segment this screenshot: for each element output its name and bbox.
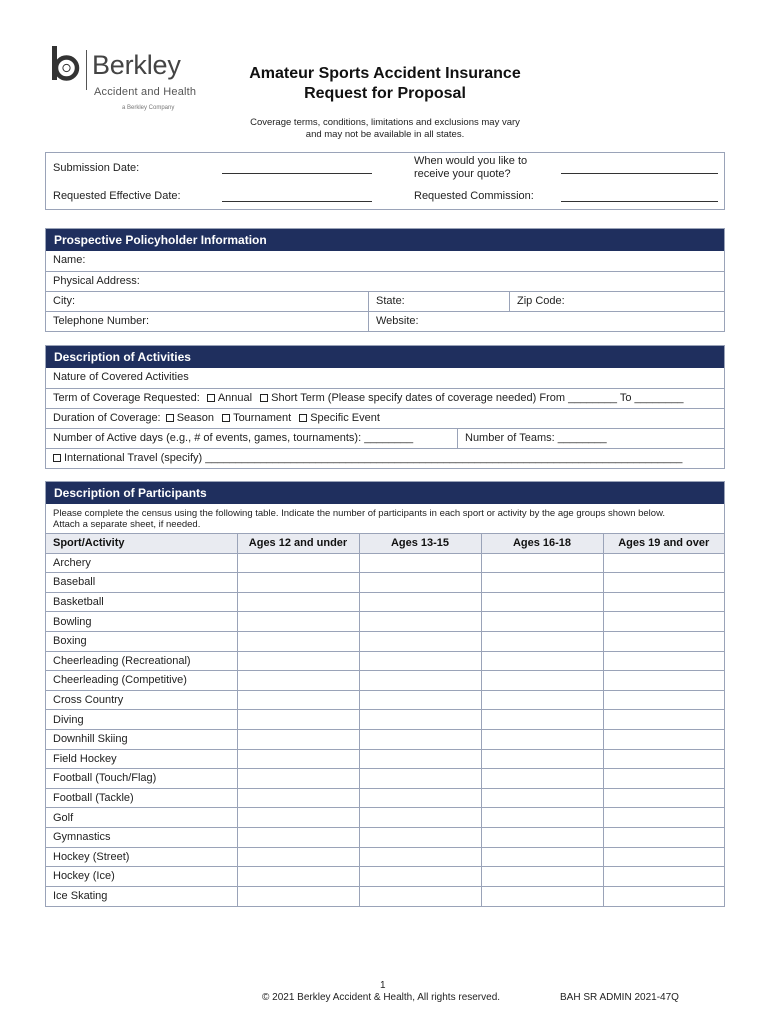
ages-12-under-cell[interactable] [237, 592, 359, 612]
sport-name: Diving [46, 710, 237, 730]
participants-instructions [46, 504, 724, 533]
column-header: Ages 12 and under [237, 534, 359, 554]
disclaimer-line-1: Coverage terms, conditions, limitations and exclusions may vary [250, 117, 520, 128]
ages-12-under-cell[interactable] [237, 553, 359, 573]
table-row [46, 827, 724, 847]
short-term-checkbox[interactable] [260, 394, 268, 402]
table-row [46, 671, 724, 691]
sport-name: Hockey (Ice) [46, 867, 237, 887]
nature-label: Nature of Covered Activities [53, 371, 189, 383]
table-row [46, 651, 724, 671]
term-label: Term of Coverage Requested: [53, 392, 200, 404]
ages-12-under-cell[interactable] [237, 612, 359, 632]
teams-label: Number of Teams: ________ [465, 432, 607, 444]
international-travel-checkbox[interactable] [53, 454, 61, 462]
ages-12-under-cell[interactable] [237, 847, 359, 867]
ages-13-15-cell[interactable] [359, 886, 481, 906]
phone-label: Telephone Number: [53, 315, 150, 327]
ages-19-over-cell[interactable] [603, 592, 724, 612]
ages-16-18-cell[interactable] [481, 867, 603, 887]
ages-16-18-cell[interactable] [481, 827, 603, 847]
ages-19-over-cell[interactable] [603, 553, 724, 573]
participants-table-body [46, 553, 724, 906]
sport-name: Cheerleading (Competitive) [46, 671, 237, 691]
duration-row [46, 408, 724, 428]
ages-19-over-cell[interactable] [603, 827, 724, 847]
ages-12-under-cell[interactable] [237, 886, 359, 906]
tournament-option: Tournament [233, 412, 292, 424]
ages-16-18-cell[interactable] [481, 671, 603, 691]
sport-name: Baseball [46, 573, 237, 593]
ages-16-18-cell[interactable] [481, 847, 603, 867]
table-row [46, 769, 724, 789]
active-days-row [46, 428, 724, 448]
table-row [46, 729, 724, 749]
travel-label: International Travel (specify) ______________________________________________________________________________ [64, 452, 683, 464]
tournament-checkbox[interactable] [222, 414, 230, 422]
ages-13-15-cell[interactable] [359, 769, 481, 789]
submission-date-label: Submission Date: [53, 162, 140, 174]
instructions-line-2: Attach a separate sheet, if needed. [53, 519, 201, 530]
specific-event-option: Specific Event [310, 412, 380, 424]
policyholder-heading: Prospective Policyholder Information [46, 229, 724, 251]
ages-19-over-cell[interactable] [603, 573, 724, 593]
ages-13-15-cell[interactable] [359, 710, 481, 730]
ages-16-18-cell[interactable] [481, 749, 603, 769]
ages-16-18-cell[interactable] [481, 592, 603, 612]
ages-16-18-cell[interactable] [481, 553, 603, 573]
submission-date-field[interactable] [222, 173, 372, 174]
city-label: City: [53, 295, 75, 307]
zip-label: Zip Code: [517, 295, 565, 307]
name-row[interactable] [46, 251, 724, 271]
table-row [46, 788, 724, 808]
sport-name: Gymnastics [46, 827, 237, 847]
ages-19-over-cell[interactable] [603, 769, 724, 789]
ages-16-18-cell[interactable] [481, 651, 603, 671]
city-field[interactable] [46, 292, 368, 311]
coverage-disclaimer [200, 117, 570, 141]
ages-12-under-cell[interactable] [237, 671, 359, 691]
ages-13-15-cell[interactable] [359, 612, 481, 632]
sport-name: Archery [46, 553, 237, 573]
ages-19-over-cell[interactable] [603, 808, 724, 828]
state-field[interactable] [368, 292, 509, 311]
ages-12-under-cell[interactable] [237, 827, 359, 847]
state-label: State: [376, 295, 405, 307]
table-row [46, 847, 724, 867]
logo-subtitle: Accident and Health [94, 86, 197, 98]
effective-date-label: Requested Effective Date: [53, 190, 181, 202]
sport-name: Basketball [46, 592, 237, 612]
ages-12-under-cell[interactable] [237, 788, 359, 808]
ages-12-under-cell[interactable] [237, 808, 359, 828]
ages-19-over-cell[interactable] [603, 729, 724, 749]
commission-field[interactable] [561, 201, 718, 202]
ages-13-15-cell[interactable] [359, 729, 481, 749]
activities-heading: Description of Activities [46, 346, 724, 368]
participants-table [46, 533, 724, 906]
submission-box [45, 152, 725, 210]
ages-12-under-cell[interactable] [237, 710, 359, 730]
effective-date-field[interactable] [222, 201, 372, 202]
form-id: BAH SR ADMIN 2021-47Q [560, 992, 679, 1003]
page-title [200, 64, 570, 104]
ages-19-over-cell[interactable] [603, 867, 724, 887]
copyright: © 2021 Berkley Accident & Health, All rights reserved. [262, 992, 501, 1003]
column-header: Ages 19 and over [603, 534, 724, 554]
ages-19-over-cell[interactable] [603, 788, 724, 808]
ages-16-18-cell[interactable] [481, 808, 603, 828]
ages-13-15-cell[interactable] [359, 847, 481, 867]
table-row [46, 631, 724, 651]
table-row [46, 867, 724, 887]
ages-13-15-cell[interactable] [359, 827, 481, 847]
ages-12-under-cell[interactable] [237, 690, 359, 710]
term-row [46, 388, 724, 408]
name-label: Name: [53, 254, 86, 266]
page-number: 1 [380, 980, 386, 991]
duration-label: Duration of Coverage: [53, 412, 161, 424]
instructions-line-1: Please complete the census using the following table. Indicate the number of participants in each sport or activity by the age groups shown below. [53, 508, 666, 519]
phone-row [46, 311, 724, 331]
city-row [46, 291, 724, 311]
ages-16-18-cell[interactable] [481, 573, 603, 593]
ages-13-15-cell[interactable] [359, 573, 481, 593]
ages-16-18-cell[interactable] [481, 729, 603, 749]
berkley-b-icon [52, 46, 80, 82]
ages-12-under-cell[interactable] [237, 769, 359, 789]
title-line-2: Request for Proposal [304, 85, 466, 102]
ages-12-under-cell[interactable] [237, 749, 359, 769]
teams-field[interactable] [457, 429, 724, 448]
table-row [46, 592, 724, 612]
ages-13-15-cell[interactable] [359, 671, 481, 691]
ages-16-18-cell[interactable] [481, 710, 603, 730]
ages-16-18-cell[interactable] [481, 769, 603, 789]
ages-13-15-cell[interactable] [359, 651, 481, 671]
policyholder-section [45, 228, 725, 332]
table-row [46, 553, 724, 573]
logo-tagline: a Berkley Company [122, 105, 175, 111]
ages-13-15-cell[interactable] [359, 749, 481, 769]
sport-name: Cross Country [46, 690, 237, 710]
title-line-1: Amateur Sports Accident Insurance [249, 65, 521, 82]
season-checkbox[interactable] [166, 414, 174, 422]
sport-name: Golf [46, 808, 237, 828]
ages-19-over-cell[interactable] [603, 690, 724, 710]
table-row [46, 573, 724, 593]
ages-13-15-cell[interactable] [359, 867, 481, 887]
disclaimer-line-2: and may not be available in all states. [305, 129, 465, 140]
zip-field[interactable] [509, 292, 724, 311]
ages-19-over-cell[interactable] [603, 612, 724, 632]
sport-name: Football (Touch/Flag) [46, 769, 237, 789]
commission-label: Requested Commission: [414, 190, 534, 202]
travel-row [46, 448, 724, 468]
ages-19-over-cell[interactable] [603, 710, 724, 730]
duration-cell [46, 409, 724, 428]
table-row [46, 690, 724, 710]
ages-19-over-cell[interactable] [603, 749, 724, 769]
ages-19-over-cell[interactable] [603, 886, 724, 906]
ages-13-15-cell[interactable] [359, 808, 481, 828]
specific-event-checkbox[interactable] [299, 414, 307, 422]
ages-13-15-cell[interactable] [359, 592, 481, 612]
ages-12-under-cell[interactable] [237, 867, 359, 887]
logo-name: Berkley [92, 50, 181, 80]
website-label: Website: [376, 315, 419, 327]
ages-19-over-cell[interactable] [603, 631, 724, 651]
ages-12-under-cell[interactable] [237, 631, 359, 651]
table-row [46, 808, 724, 828]
participants-heading: Description of Participants [46, 482, 724, 504]
ages-12-under-cell[interactable] [237, 729, 359, 749]
annual-checkbox[interactable] [207, 394, 215, 402]
ages-13-15-cell[interactable] [359, 553, 481, 573]
sport-name: Field Hockey [46, 749, 237, 769]
company-logo [52, 46, 202, 116]
nature-row[interactable] [46, 368, 724, 388]
table-header-row [46, 534, 724, 554]
column-header: Sport/Activity [46, 534, 237, 554]
sport-name: Ice Skating [46, 886, 237, 906]
ages-19-over-cell[interactable] [603, 671, 724, 691]
short-term-option: Short Term (Please specify dates of coverage needed) From ________ To ________ [271, 392, 684, 404]
term-cell [46, 389, 724, 408]
sport-name: Hockey (Street) [46, 847, 237, 867]
address-row[interactable] [46, 271, 724, 291]
ages-16-18-cell[interactable] [481, 631, 603, 651]
quote-date-field[interactable] [561, 173, 718, 174]
quote-label-line-1: When would you like to [414, 155, 528, 167]
ages-12-under-cell[interactable] [237, 651, 359, 671]
sport-name: Bowling [46, 612, 237, 632]
travel-cell [46, 449, 724, 468]
sport-name: Football (Tackle) [46, 788, 237, 808]
active-days-label: Number of Active days (e.g., # of events, games, tournaments): ________ [53, 432, 414, 444]
phone-field[interactable] [46, 312, 368, 331]
table-row [46, 886, 724, 906]
ages-12-under-cell[interactable] [237, 573, 359, 593]
table-row [46, 710, 724, 730]
ages-16-18-cell[interactable] [481, 690, 603, 710]
column-header: Ages 13-15 [359, 534, 481, 554]
season-option: Season [176, 412, 214, 424]
ages-19-over-cell[interactable] [603, 847, 724, 867]
ages-16-18-cell[interactable] [481, 612, 603, 632]
annual-option: Annual [217, 392, 253, 404]
ages-16-18-cell[interactable] [481, 788, 603, 808]
table-row [46, 749, 724, 769]
ages-13-15-cell[interactable] [359, 690, 481, 710]
sport-name: Cheerleading (Recreational) [46, 651, 237, 671]
ages-13-15-cell[interactable] [359, 631, 481, 651]
ages-19-over-cell[interactable] [603, 651, 724, 671]
table-row [46, 612, 724, 632]
website-field[interactable] [368, 312, 724, 331]
sport-name: Downhill Skiing [46, 729, 237, 749]
quote-date-label [414, 155, 527, 181]
ages-16-18-cell[interactable] [481, 886, 603, 906]
active-days-field[interactable] [46, 429, 457, 448]
logo-divider [86, 50, 87, 90]
quote-label-line-2: receive your quote? [414, 168, 511, 180]
sport-name: Boxing [46, 631, 237, 651]
ages-13-15-cell[interactable] [359, 788, 481, 808]
activities-section [45, 345, 725, 469]
column-header: Ages 16-18 [481, 534, 603, 554]
address-label: Physical Address: [53, 275, 140, 287]
participants-section [45, 481, 725, 907]
